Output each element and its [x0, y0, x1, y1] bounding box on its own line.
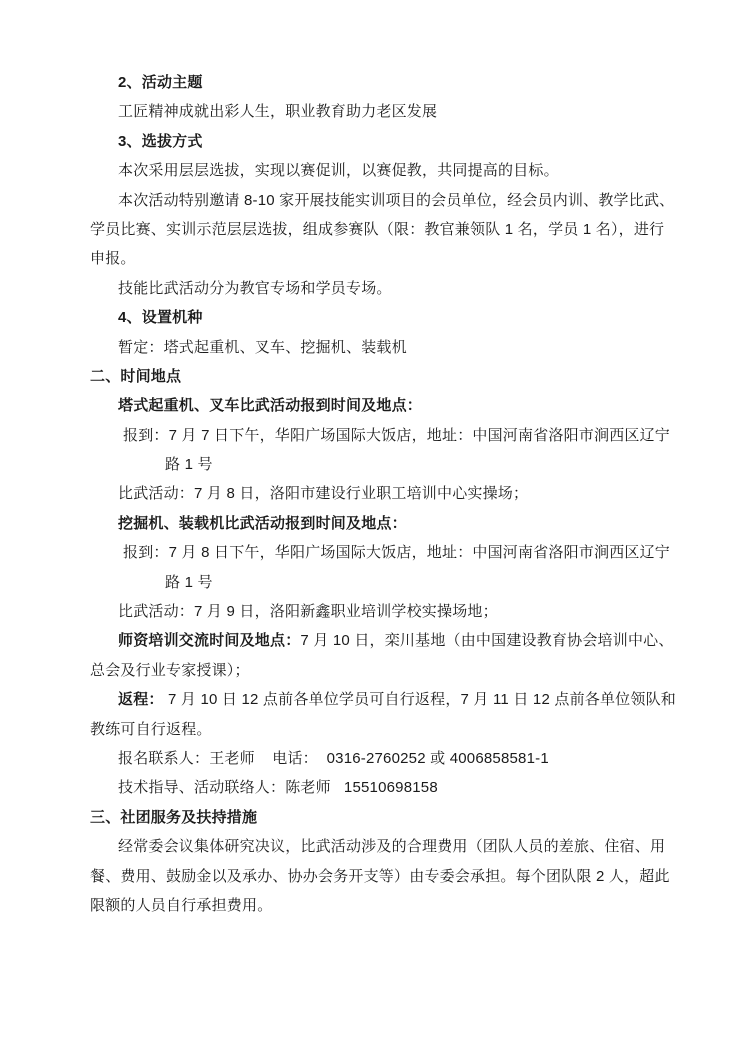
doc-line [90, 215, 664, 244]
doc-line-text-segment: 报名联系人：王老师 电话： 0316-2760252 或 4006858581-1 [118, 749, 549, 767]
doc-line-bold-segment: 三、社团服务及扶持措施 [90, 808, 258, 826]
doc-line [90, 362, 664, 391]
doc-line [90, 509, 664, 538]
doc-line [90, 450, 664, 479]
doc-line-text-segment: 限额的人员自行承担费用。 [90, 896, 273, 914]
doc-line-text-segment: 暂定：塔式起重机、叉车、挖掘机、装载机 [118, 338, 407, 356]
doc-line [90, 421, 670, 450]
doc-line-text-segment: 本次采用层层选拔，实现以赛促训，以赛促教，共同提高的目标。 [118, 162, 559, 180]
doc-line-text-segment: 技能比武活动分为教官专场和学员专场。 [118, 279, 392, 297]
doc-line [90, 715, 664, 744]
doc-line [90, 538, 670, 567]
doc-line [90, 186, 675, 215]
doc-line [90, 479, 664, 508]
doc-line-text-segment: 申报。 [90, 250, 136, 268]
doc-line [90, 303, 664, 332]
doc-line-text-segment: 技术指导、活动联络人：陈老师 15510698158 [118, 779, 438, 797]
doc-line-text-segment: 路 1 号 [165, 573, 213, 591]
doc-line-bold-segment: 2、活动主题 [118, 74, 203, 91]
doc-line [90, 274, 664, 303]
doc-line-text-segment: 比武活动：7 月 9 日，洛阳新鑫职业培训学校实操场地； [118, 603, 498, 621]
doc-line [90, 656, 664, 685]
doc-line-text-segment: 本次活动特别邀请 8-10 家开展技能实训项目的会员单位，经会员内训、教学比武、 [118, 191, 675, 209]
doc-line [90, 597, 664, 626]
doc-line-bold-segment: 塔式起重机、叉车比武活动报到时间及地点： [118, 397, 423, 415]
doc-line [90, 773, 664, 802]
doc-line-text-segment: 学员比赛、实训示范层层选拔，组成参赛队（限：教官兼领队 1 名，学员 1 名），进行 [90, 220, 665, 238]
doc-line-text-segment: 比武活动：7 月 8 日，洛阳市建设行业职工培训中心实操场； [118, 485, 529, 503]
doc-line-text-segment: 餐、费用、鼓励金以及承办、协办会务开支等）由专委会承担。每个团队限 2 人，超此 [90, 867, 670, 885]
doc-line-text-segment: 工匠精神成就出彩人生，职业教育助力老区发展 [118, 103, 438, 121]
doc-line [90, 156, 664, 185]
doc-line [90, 568, 664, 597]
doc-line-bold-segment: 4、设置机种 [118, 309, 203, 327]
doc-line-text-segment: 教练可自行返程。 [90, 720, 212, 738]
doc-line [90, 803, 664, 832]
doc-line-text-segment: 总会及行业专家授课）； [90, 661, 250, 679]
doc-line-text-segment: 报到：7 月 8 日下午，华阳广场国际大饭店，地址：中国河南省洛阳市涧西区辽宁 [123, 544, 670, 562]
doc-line-bold-segment: 挖掘机、装载机比武活动报到时间及地点： [118, 514, 407, 532]
doc-line [90, 97, 664, 126]
doc-line [90, 832, 664, 861]
doc-line-bold-segment: 返程： [118, 691, 164, 709]
doc-line [90, 685, 676, 714]
doc-line [90, 891, 664, 920]
doc-line-text-segment: 经常委会议集体研究决议，比武活动涉及的合理费用（团队人员的差旅、住宿、用 [118, 838, 666, 856]
doc-line [90, 391, 664, 420]
doc-line [90, 68, 664, 97]
doc-line [90, 626, 674, 655]
doc-line-bold-segment: 师资培训交流时间及地点： [118, 632, 301, 650]
doc-line-bold-segment: 3、选拔方式 [118, 132, 203, 150]
doc-line-bold-segment: 二、时间地点 [90, 367, 182, 385]
doc-line-text-segment: 7 月 10 日，栾川基地（由中国建设教育协会培训中心、 [300, 632, 674, 650]
doc-line [90, 244, 664, 273]
doc-line [90, 127, 664, 156]
doc-line [90, 333, 664, 362]
doc-line [90, 862, 670, 891]
doc-line [90, 744, 664, 773]
doc-line-text-segment: 报到：7 月 7 日下午，华阳广场国际大饭店，地址：中国河南省洛阳市涧西区辽宁 [123, 426, 670, 444]
doc-line-text-segment: 7 月 10 日 12 点前各单位学员可自行返程，7 月 11 日 12 点前各单位领队和 [163, 691, 676, 709]
doc-line-text-segment: 路 1 号 [165, 456, 213, 474]
